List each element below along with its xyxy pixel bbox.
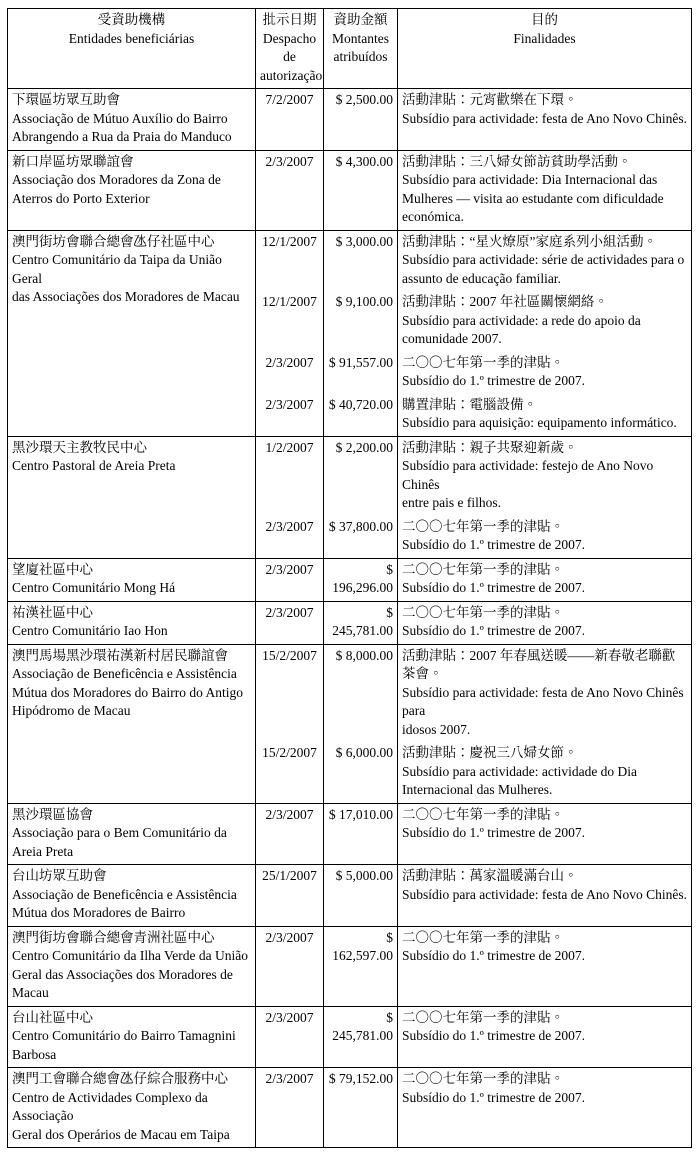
text-line: 台山坊眾互助會 xyxy=(12,868,107,883)
table-row xyxy=(8,150,691,230)
subsidy-entry xyxy=(256,559,691,601)
text-line: assunto de educação familiar. xyxy=(402,270,561,286)
table-row xyxy=(8,926,691,1006)
text-line: Geral dos Operários de Macau em Taipa xyxy=(12,1126,230,1142)
text-line: 二〇〇七年第一季的津貼。 xyxy=(402,561,564,577)
header-line: Entidades beneficiárias xyxy=(68,30,195,46)
purpose-cell xyxy=(398,231,691,292)
text-line: 活動津貼：萬家溫暖滿台山。 xyxy=(402,868,578,883)
entity-cell xyxy=(8,804,256,865)
header-line: 批示日期 xyxy=(262,12,317,27)
approval-date: 2/3/2007 xyxy=(256,602,324,644)
entry-group xyxy=(256,645,691,803)
entity-cell xyxy=(8,865,256,926)
entry-group xyxy=(256,602,691,644)
table-header xyxy=(8,9,691,88)
entity-cell xyxy=(8,437,256,558)
text-line: 活動津貼：元宵歡樂在下環。 xyxy=(402,92,578,107)
subsidy-entry xyxy=(256,151,691,230)
approval-date: 12/1/2007 xyxy=(256,291,324,352)
text-line: 下環區坊眾互助會 xyxy=(12,92,120,107)
subsidy-entry xyxy=(256,927,691,1006)
approval-date: 25/1/2007 xyxy=(256,865,324,926)
text-line: Mútua dos Moradores de Bairro xyxy=(12,905,186,920)
text-line: Subsídio para actividade: festa de Ano Novo Chinês. xyxy=(402,110,687,126)
text-line: Mulheres — visita ao estudante com dificuldade xyxy=(402,190,664,206)
subsidy-entry xyxy=(256,291,691,352)
purpose-cell xyxy=(398,437,691,516)
text-line: 澳門街坊會聯合總會青洲社區中心 xyxy=(12,929,215,945)
subsidy-entry xyxy=(256,602,691,644)
amount-value: $ 6,000.00 xyxy=(324,742,398,803)
purpose-cell xyxy=(398,865,691,926)
table-body xyxy=(8,88,691,1147)
entity-cell xyxy=(8,602,256,644)
table-row xyxy=(8,803,691,865)
subsidy-entry xyxy=(256,352,691,394)
text-line: Areia Preta xyxy=(12,843,74,859)
subsidy-entry xyxy=(256,394,691,436)
text-line: 澳門馬場黑沙環祐漢新村居民聯誼會 xyxy=(12,647,228,663)
text-line: Subsídio para actividade: Dia Internacional das xyxy=(402,172,658,187)
amount-value: $ 2,500.00 xyxy=(324,89,398,150)
amount-value: $ 162,597.00 xyxy=(324,927,398,1006)
approval-date: 12/1/2007 xyxy=(256,231,324,292)
text-line: Internacional das Mulheres. xyxy=(402,782,553,797)
approval-date: 2/3/2007 xyxy=(256,1068,324,1147)
table-row xyxy=(8,1067,691,1147)
amount-value: $ 9,100.00 xyxy=(324,291,398,352)
text-line: 台山社區中心 xyxy=(12,1009,93,1025)
amount-value: $ 245,781.00 xyxy=(324,1007,398,1068)
text-line: Associação de Beneficência e Assistência xyxy=(12,666,237,681)
header-line: Finalidades xyxy=(513,30,576,46)
text-line: das Associações dos Moradores de Macau xyxy=(12,289,240,304)
entity-cell xyxy=(8,231,256,436)
entry-group xyxy=(256,927,691,1006)
approval-date: 2/3/2007 xyxy=(256,927,324,1006)
subsidy-entry xyxy=(256,1007,691,1068)
entity-cell xyxy=(8,559,256,601)
subsidy-table xyxy=(7,8,692,1148)
text-line: Subsídio para actividade: a rede do apoio da xyxy=(402,312,641,328)
header-line: 目的 xyxy=(531,12,558,27)
text-line: Subsídio do 1.º trimestre de 2007. xyxy=(402,825,586,840)
text-line: Subsídio para actividade: actividade do Dia xyxy=(402,763,638,779)
text-line: Subsídio do 1.º trimestre de 2007. xyxy=(402,537,586,552)
text-line: Subsídio para actividade: festa de Ano Novo Chinês para xyxy=(402,684,684,718)
text-line: Centro Comunitário Iao Hon xyxy=(12,623,168,638)
text-line: 活動津貼：三八婦女節訪貧助學活動。 xyxy=(402,153,632,169)
amount-value: $ 245,781.00 xyxy=(324,602,398,644)
header-line: Despacho de xyxy=(262,30,317,64)
text-line: 祐漢社區中心 xyxy=(12,604,93,620)
table-row xyxy=(8,601,691,644)
header-line: 受資助機構 xyxy=(97,12,166,27)
entry-group xyxy=(256,1007,691,1068)
purpose-cell xyxy=(398,1007,691,1068)
approval-date: 2/3/2007 xyxy=(256,1007,324,1068)
entity-cell xyxy=(8,1068,256,1147)
header-line: atribuídos xyxy=(333,49,388,64)
amount-value: $ 3,000.00 xyxy=(324,231,398,292)
amount-value: $ 196,296.00 xyxy=(324,559,398,601)
text-line: 黑沙環區協會 xyxy=(12,806,93,822)
purpose-cell xyxy=(398,1068,691,1147)
text-line: Subsídio do 1.º trimestre de 2007. xyxy=(402,373,586,388)
text-line: 二〇〇七年第一季的津貼。 xyxy=(402,604,564,620)
entry-group xyxy=(256,804,691,865)
table-row xyxy=(8,436,691,558)
entity-cell xyxy=(8,151,256,230)
text-line: Subsídio do 1.º trimestre de 2007. xyxy=(402,580,586,595)
text-line: Associação de Beneficência e Assistência xyxy=(12,886,237,902)
text-line: 黑沙環天主教牧民中心 xyxy=(12,439,147,455)
text-line: Centro Comunitário da Ilha Verde da União xyxy=(12,948,248,963)
approval-date: 15/2/2007 xyxy=(256,742,324,803)
text-line: 二〇〇七年第一季的津貼。 xyxy=(402,806,564,822)
amount-value: $ 17,010.00 xyxy=(324,804,398,865)
text-line: 澳門工會聯合總會氹仔綜合服務中心 xyxy=(12,1071,228,1086)
amount-value: $ 4,300.00 xyxy=(324,151,398,230)
table-row xyxy=(8,644,691,803)
subsidy-entry xyxy=(256,804,691,865)
header-line: Montantes xyxy=(332,30,389,46)
approval-date: 1/2/2007 xyxy=(256,437,324,516)
text-line: Mútua dos Moradores do Bairro do Antigo xyxy=(12,684,243,700)
text-line: 活動津貼：2007 年春風送暖——新春敬老聯歡茶會。 xyxy=(402,647,676,681)
text-line: comunidade 2007. xyxy=(402,331,502,346)
text-line: 活動津貼：“星火燎原”家庭系列小組活動。 xyxy=(402,233,657,249)
table-row xyxy=(8,230,691,436)
entity-cell xyxy=(8,927,256,1006)
purpose-cell xyxy=(398,927,691,1006)
approval-date: 2/3/2007 xyxy=(256,352,324,394)
header-line: autorização xyxy=(260,67,323,83)
text-line: entre pais e filhos. xyxy=(402,495,501,510)
text-line: Subsídio do 1.º trimestre de 2007. xyxy=(402,948,586,963)
purpose-cell xyxy=(398,804,691,865)
text-line: 活動津貼：親子共聚迎新歲。 xyxy=(402,439,578,455)
entity-cell xyxy=(8,89,256,150)
purpose-cell xyxy=(398,516,691,558)
text-line: 二〇〇七年第一季的津貼。 xyxy=(402,354,564,370)
purpose-cell xyxy=(398,602,691,644)
amount-value: $ 79,152.00 xyxy=(324,1068,398,1147)
purpose-cell xyxy=(398,394,691,436)
table-row xyxy=(8,1006,691,1068)
subsidy-entry xyxy=(256,231,691,292)
entry-group xyxy=(256,231,691,436)
header-amount xyxy=(324,9,398,88)
approval-date: 2/3/2007 xyxy=(256,394,324,436)
entry-group xyxy=(256,865,691,926)
amount-value: $ 40,720.00 xyxy=(324,394,398,436)
text-line: 望廈社區中心 xyxy=(12,561,93,577)
purpose-cell xyxy=(398,89,691,150)
text-line: Aterros do Porto Exterior xyxy=(12,190,150,206)
text-line: Subsídio para actividade: festejo de Ano Novo Chinês xyxy=(402,458,654,492)
entry-group xyxy=(256,1068,691,1147)
purpose-cell xyxy=(398,742,691,803)
purpose-cell xyxy=(398,352,691,394)
text-line: Subsídio para aquisição: equipamento informático. xyxy=(402,415,677,430)
approval-date: 2/3/2007 xyxy=(256,559,324,601)
amount-value: $ 5,000.00 xyxy=(324,865,398,926)
text-line: Associação de Mútuo Auxílio do Bairro xyxy=(12,110,228,126)
entry-group xyxy=(256,437,691,558)
text-line: Subsídio do 1.º trimestre de 2007. xyxy=(402,623,586,638)
text-line: 二〇〇七年第一季的津貼。 xyxy=(402,929,564,945)
subsidy-entry xyxy=(256,516,691,558)
entity-cell xyxy=(8,645,256,803)
text-line: 二〇〇七年第一季的津貼。 xyxy=(402,518,564,534)
subsidy-entry xyxy=(256,865,691,926)
text-line: Associação para o Bem Comunitário da xyxy=(12,825,227,840)
text-line: Geral das Associações dos Moradores de Macau xyxy=(12,966,233,1000)
text-line: Centro Comunitário Mong Há xyxy=(12,580,176,595)
approval-date: 2/3/2007 xyxy=(256,151,324,230)
text-line: Hipódromo de Macau xyxy=(12,703,131,718)
text-line: Centro Pastoral de Areia Preta xyxy=(12,458,176,473)
subsidy-entry xyxy=(256,1068,691,1147)
text-line: 活動津貼：2007 年社區關懷網絡。 xyxy=(402,294,608,309)
amount-value: $ 8,000.00 xyxy=(324,645,398,743)
subsidy-entry xyxy=(256,437,691,516)
text-line: Centro Comunitário do Bairro Tamagnini Barbosa xyxy=(12,1028,236,1062)
approval-date: 15/2/2007 xyxy=(256,645,324,743)
text-line: Subsídio para actividade: festa de Ano Novo Chinês. xyxy=(402,886,687,902)
text-line: idosos 2007. xyxy=(402,721,471,737)
text-line: 活動津貼：慶祝三八婦女節。 xyxy=(402,745,578,760)
subsidy-entry xyxy=(256,89,691,150)
text-line: Associação dos Moradores da Zona de xyxy=(12,172,221,187)
table-row xyxy=(8,864,691,926)
entity-cell xyxy=(8,1007,256,1068)
table-row xyxy=(8,88,691,150)
approval-date: 2/3/2007 xyxy=(256,516,324,558)
header-line: 資助金額 xyxy=(333,12,388,27)
text-line: Centro de Actividades Complexo da Associação xyxy=(12,1089,208,1123)
amount-value: $ 37,800.00 xyxy=(324,516,398,558)
table-row xyxy=(8,558,691,601)
header-purpose xyxy=(398,9,691,88)
text-line: económica. xyxy=(402,209,464,224)
subsidy-entry xyxy=(256,742,691,803)
text-line: Abrangendo a Rua da Praia do Manduco xyxy=(12,129,232,144)
subsidy-entry xyxy=(256,645,691,743)
text-line: 新口岸區坊眾聯誼會 xyxy=(12,153,134,169)
approval-date: 2/3/2007 xyxy=(256,804,324,865)
purpose-cell xyxy=(398,151,691,230)
entry-group xyxy=(256,89,691,150)
text-line: 二〇〇七年第一季的津貼。 xyxy=(402,1071,564,1086)
text-line: Subsídio para actividade: série de actividades para o xyxy=(402,252,685,267)
header-entity xyxy=(8,9,256,88)
text-line: Centro Comunitário da Taipa da União Geral xyxy=(12,252,222,286)
text-line: 澳門街坊會聯合總會氹仔社區中心 xyxy=(12,233,215,249)
text-line: Subsídio do 1.º trimestre de 2007. xyxy=(402,1089,586,1105)
purpose-cell xyxy=(398,291,691,352)
entry-group xyxy=(256,151,691,230)
purpose-cell xyxy=(398,645,691,743)
text-line: 購置津貼：電腦設備。 xyxy=(402,396,537,412)
header-date xyxy=(256,9,324,88)
entry-group xyxy=(256,559,691,601)
amount-value: $ 91,557.00 xyxy=(324,352,398,394)
amount-value: $ 2,200.00 xyxy=(324,437,398,516)
text-line: Subsídio do 1.º trimestre de 2007. xyxy=(402,1028,586,1043)
approval-date: 7/2/2007 xyxy=(256,89,324,150)
purpose-cell xyxy=(398,559,691,601)
text-line: 二〇〇七年第一季的津貼。 xyxy=(402,1009,564,1025)
